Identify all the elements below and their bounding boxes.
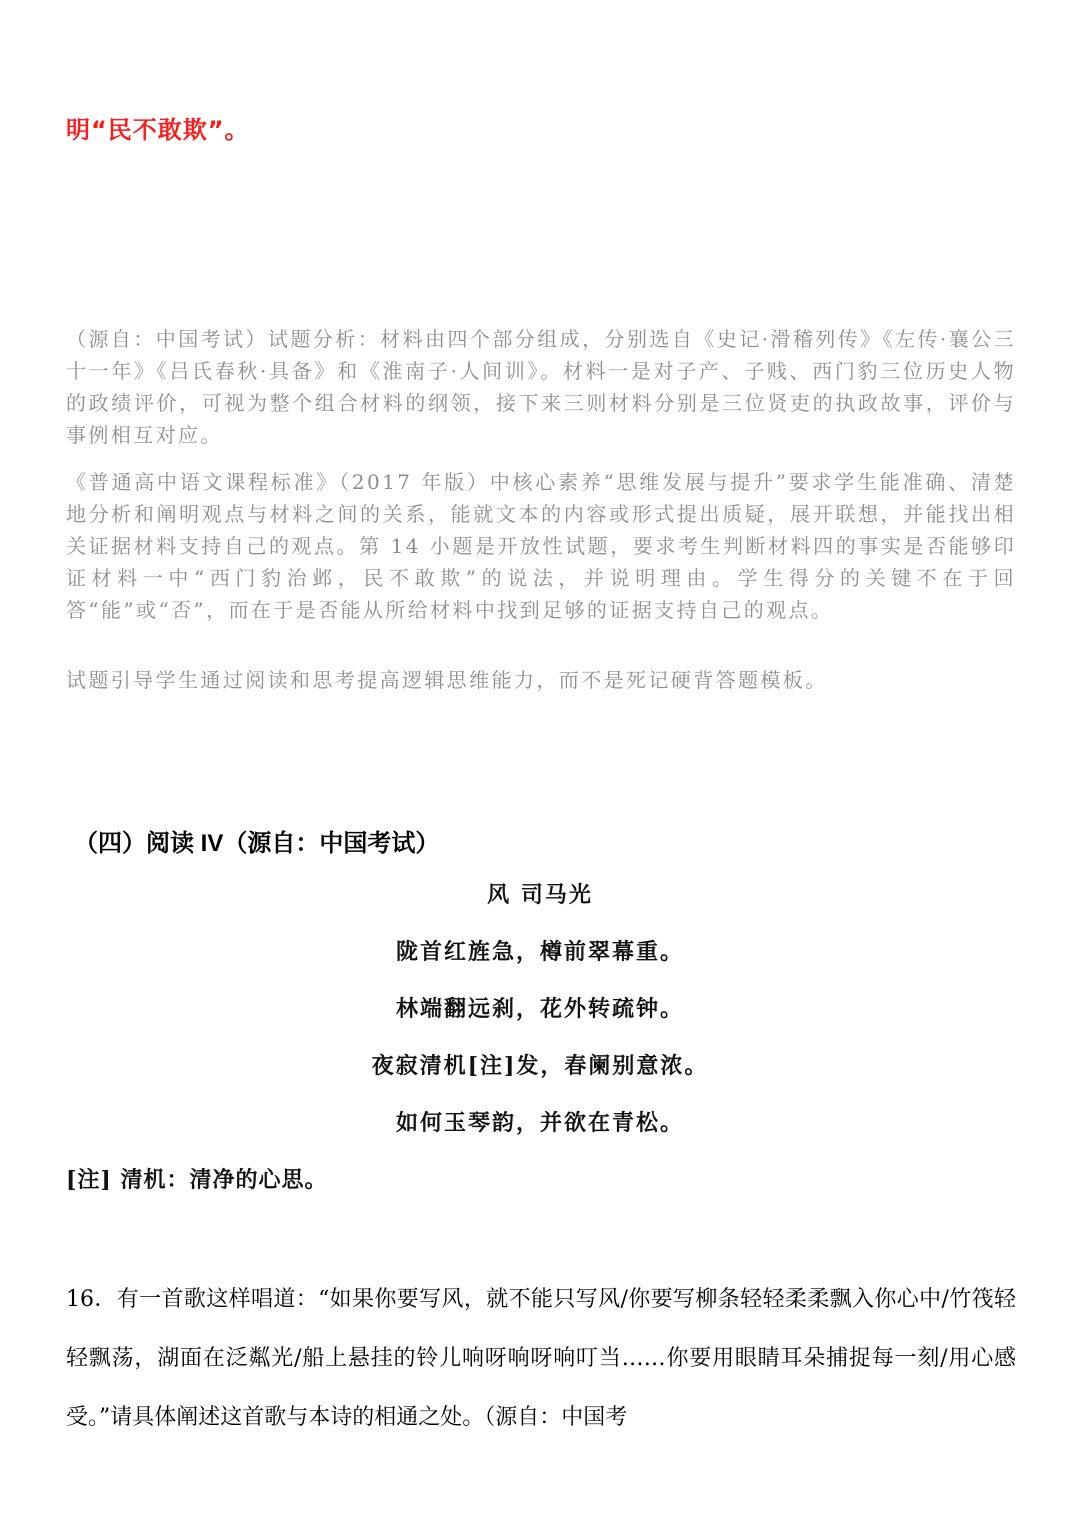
answer-fragment: 明“民不敢欺”。 [66, 116, 250, 144]
analysis-paragraph: 《普通高中语文课程标准》（2017 年版）中核心素养“思维发展与提升”要求学生能准确、清楚地分析和阐明观点与材料之间的关系，能就文本的内容或形式提出质疑，展开联想，并能找出相关证据材料支持自己的观点。第 14 小题是开放性试题，要求考生判断材料四的事实是否能够印证材料一中“西门豹治邺，民不敢欺”的说法，并说明理由。学生得分的关键不在于回答“能”或“否”，而在于是否能从所给材料中找到足够的证据支持自己的观点。 [66, 470, 1016, 622]
poem-line: 如何玉琴韵，并欲在青松。 [395, 1110, 684, 1136]
analysis-paragraph: （源自：中国考试）试题分析：材料由四个部分组成，分别选自《史记·滑稽列传》《左传·襄公三十一年》《吕氏春秋·具备》和《淮南子·人间训》。材料一是对子产、子贱、西门豹三位历史人物的政绩评价，可视为整个组合材料的纲领，接下来三则材料分别是三位贤吏的执政故事，评价与事例相互对应。 [66, 327, 1016, 447]
question-16: 16．有一首歌这样唱道：“如果你要写风，就不能只写风/你要写柳条轻轻柔柔飘入你心中/竹筏轻轻飘荡，湖面在泛粼光/船上悬挂的铃儿响呀响呀响叮当……你要用眼睛耳朵捕捉每一刻/用心感受。”请具体阐述这首歌与本诗的相通之处。（源自：中国考 [66, 1287, 1016, 1430]
poem-line: 陇首红旌急，樽前翠幕重。 [395, 939, 684, 965]
poem-line: 夜寂清机[注]发，春阑别意浓。 [371, 1053, 709, 1079]
section-heading: （四）阅读 IV（源自：中国考试） [74, 830, 440, 857]
analysis-paragraph: 试题引导学生通过阅读和思考提高逻辑思维能力，而不是死记硬背答题模板。 [66, 668, 828, 692]
poem-line: 林端翻远刹，花外转疏钟。 [395, 996, 684, 1022]
poem-annotation: [注] 清机：清净的心思。 [66, 1167, 328, 1193]
poem-title: 风 司马光 [487, 882, 593, 908]
